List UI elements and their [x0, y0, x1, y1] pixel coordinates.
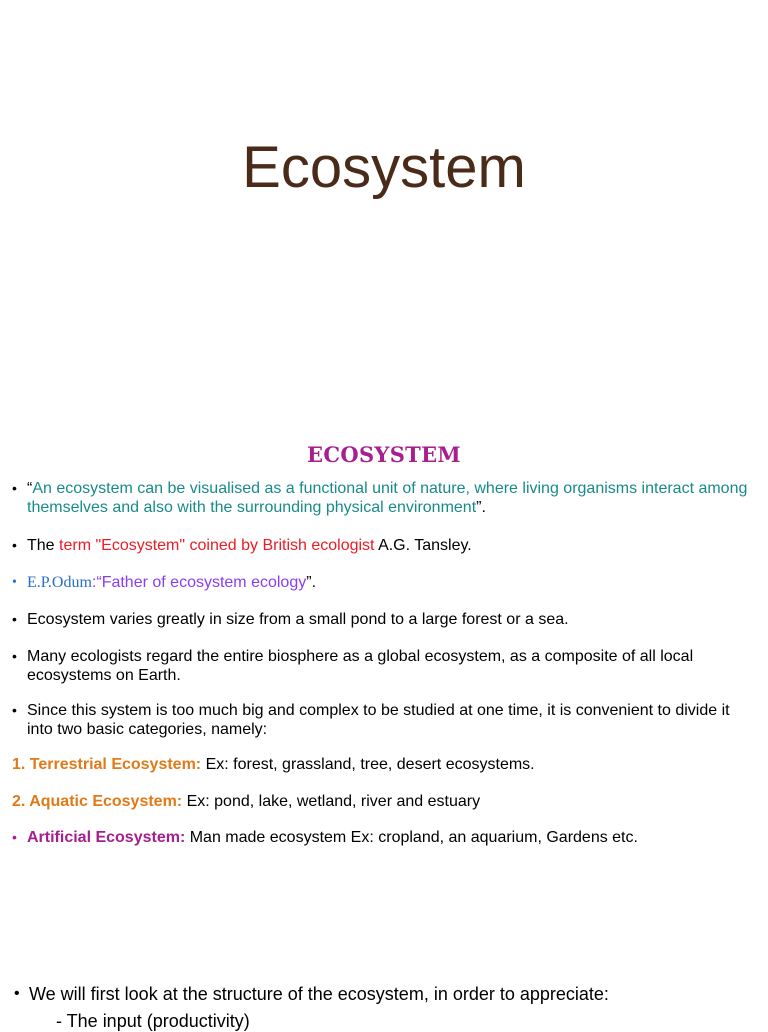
bullet-text: Many ecologists regard the entire biosphere as a global ecosystem, as a composite of all local ecosystems on Earth.: [27, 648, 694, 684]
bullet-text: Ecosystem varies greatly in size from a small pond to a large forest or a sea.: [27, 611, 569, 628]
bullet-marker: •: [12, 829, 17, 845]
bullet-text: Since this system is too much big and complex to be studied at one time, it is convenient to divide it into two basic categories, namely:: [27, 702, 730, 738]
bullet-marker: •: [12, 648, 17, 664]
type-text: Ex: pond, lake, wetland, river and estuary: [182, 793, 481, 810]
bullet-marker: •: [12, 537, 17, 553]
bullet-marker: •: [14, 985, 20, 1002]
close-quote: ”.: [306, 574, 317, 591]
slide-content: [0, 430, 768, 930]
slide-heading: ECOSYSTEM: [307, 442, 461, 467]
type-text: Man made ecosystem Ex: cropland, an aquarium, Gardens etc.: [185, 829, 638, 846]
close-quote: ”.: [476, 499, 486, 516]
type-terrestrial: [12, 755, 748, 774]
bullet-text: We will first look at the structure of the ecosystem, in order to appreciate:: [29, 984, 609, 1004]
type-text: Ex: forest, grassland, tree, desert ecosystems.: [201, 756, 535, 773]
slide-structure: [0, 960, 768, 1031]
bullet-marker: •: [12, 480, 17, 496]
type-aquatic: [12, 792, 748, 811]
definition-text: An ecosystem can be visualised as a functional unit of nature, where living organisms interact among themselves and also with the surrounding physical environment: [27, 480, 748, 516]
slide-title: [0, 0, 768, 400]
text-post: A.G. Tansley.: [374, 537, 472, 554]
text-pre: The: [27, 537, 60, 554]
odum-title: Father of ecosystem ecology: [101, 574, 307, 591]
type-label: 2. Aquatic Ecosystem:: [12, 793, 183, 810]
open-quote: “: [27, 480, 33, 497]
type-label: Artificial Ecosystem:: [27, 829, 186, 846]
odum-name: E.P.Odum: [27, 574, 92, 591]
type-label: 1. Terrestrial Ecosystem:: [12, 756, 202, 773]
separator: :“: [91, 574, 102, 591]
bullet-marker: •: [12, 575, 17, 590]
bullet-marker: •: [12, 702, 17, 718]
sub-item: - The input (productivity): [56, 1011, 250, 1031]
page-title: Ecosystem: [242, 135, 526, 200]
bullet-marker: •: [12, 611, 17, 627]
text-highlight: term "Ecosystem" coined by British ecologist: [59, 537, 375, 554]
